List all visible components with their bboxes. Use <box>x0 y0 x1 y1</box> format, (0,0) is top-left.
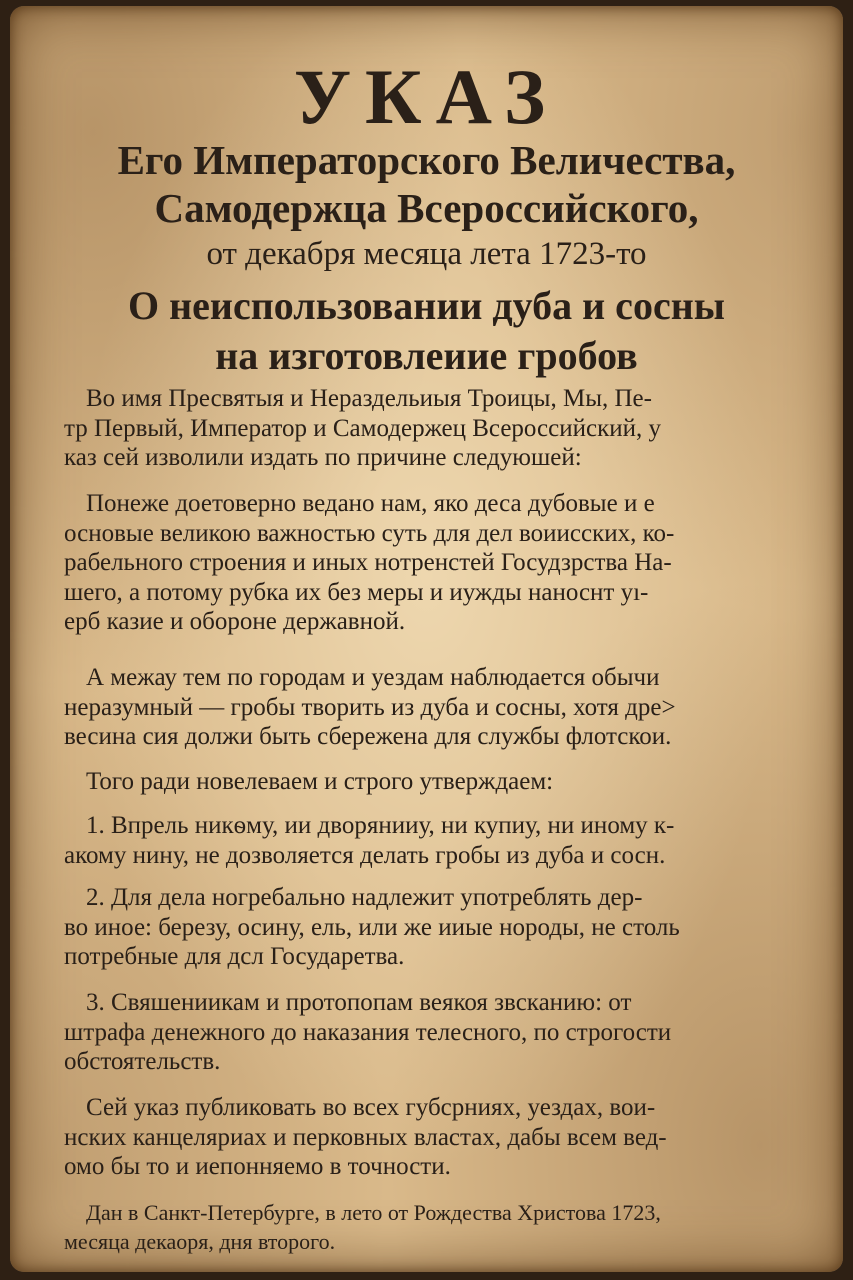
item-3 <box>64 988 816 1077</box>
paragraph-intro <box>64 384 816 473</box>
subtitle-line-2: Самодержца Всероссийского, <box>154 185 699 231</box>
text-line: А межау тем по городам и уездам наблюдается обычи <box>86 664 660 691</box>
text-line: Понеже доетоверно ведано нам, яко деса дубовые и е <box>86 490 655 517</box>
text-line: Дан в Санкт-Петербурге, в лето от Рождества Христова 1723, <box>86 1200 661 1225</box>
date-line: от декабря месяца лета 1723-то <box>206 236 647 272</box>
text-line: месяца декаоря, дня второго. <box>64 1229 336 1254</box>
text-line: во иное: березу, осину, ель, или же ииые нороды, не столь <box>64 913 680 941</box>
paragraph-decree <box>64 767 816 797</box>
text-line: Во имя Пресвятыя и Нераздельиыя Троицы, Мы, Пе- <box>86 385 652 412</box>
paragraph-reason <box>64 489 816 637</box>
paragraph-custom <box>64 663 816 752</box>
text-line: акому нину, не дозволяется делать гробы из дуба и сосн. <box>64 841 666 869</box>
text-line: штрафа денежного до наказания телесного, по строгости <box>64 1018 672 1046</box>
text-line: весина сия должи быть сбережена для службы флотскои. <box>64 723 672 750</box>
text-line: ерб казие и обороне державной. <box>64 608 406 635</box>
item-2 <box>64 883 816 972</box>
text-line: 3. Свяшениикам и протопопам веякоя звсканию: от <box>86 989 632 1016</box>
item-1 <box>64 811 816 870</box>
text-line: омо бы то и иепонняемо в точности. <box>64 1153 451 1180</box>
text-line: шего, а потому рубка их без меры и иужды наноснт уı- <box>64 578 649 606</box>
text-line: 2. Для дела ногребально надлежит употреблять дер- <box>86 884 643 911</box>
paragraph-publish <box>64 1093 816 1182</box>
text-line: неразумный — гробы творить из дуба и сосны, хотя дре> <box>64 693 676 721</box>
signature-block <box>64 1198 816 1256</box>
decree-title: УКАЗ <box>293 53 560 140</box>
text-line: потребные для дсл Государетва. <box>64 943 405 970</box>
text-line: обстоятельств. <box>64 1048 221 1075</box>
text-line: каз сей изволили издать по причине следуюшей: <box>64 444 582 471</box>
text-line: 1. Впрель никѳму, ии дворянииу, ни купиу, ни иному к- <box>86 812 675 839</box>
text-line: основые великою важностью суть для дел воиисских, ко- <box>64 519 675 547</box>
text-line: Сей указ публиковать во всех губсрниях, уездах, вои- <box>86 1094 656 1121</box>
heading-line-2: на изготовлеиие гробов <box>215 333 638 378</box>
text-line: нских канцеляриах и перковных властах, дабы всем вед- <box>64 1123 667 1151</box>
text-line: тр Первый, Император и Самодержец Всероссийский, у <box>64 414 661 442</box>
text-line: рабельного строения и иных нотренстей Госудзрства На- <box>64 549 672 576</box>
text-line: Того ради новелеваем и строго утверждаем: <box>86 768 554 795</box>
subtitle-line-1: Его Императорского Величества, <box>117 137 736 183</box>
heading-line-1: О неиспользовании дуба и сосны <box>128 283 725 328</box>
